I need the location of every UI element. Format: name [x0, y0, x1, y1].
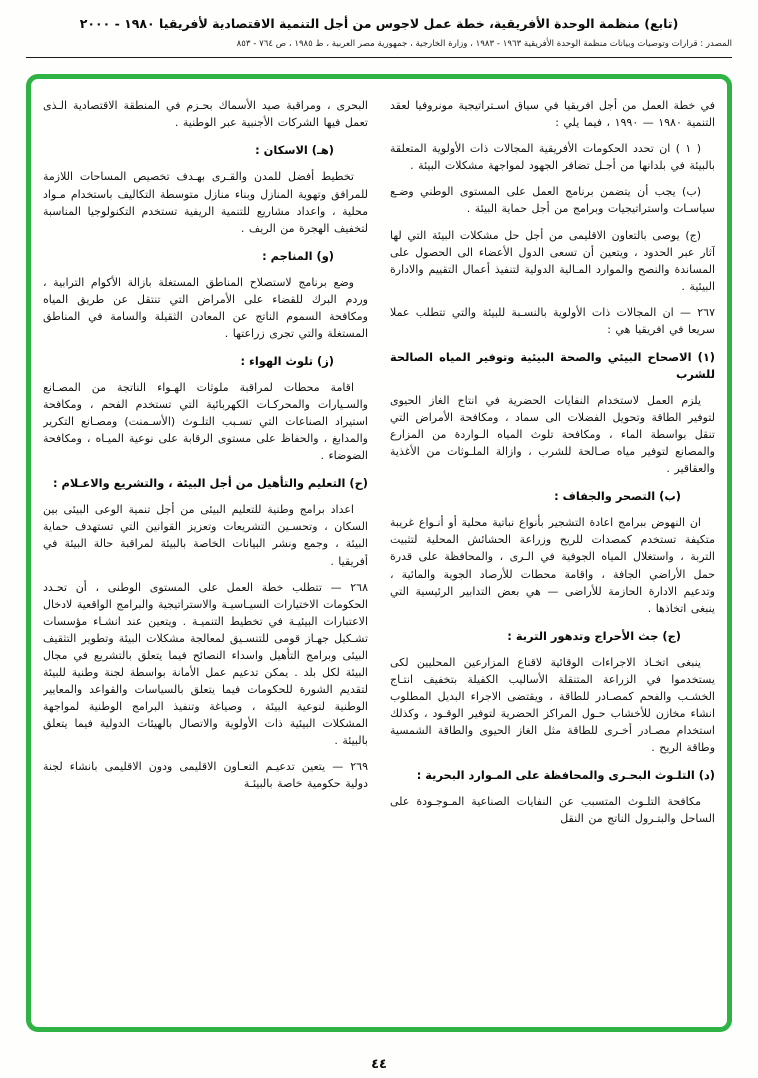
paragraph: ٢٦٨ — تتطلب خطة العمل على المستوى الوطنى ، أن تحـدد الحكومات الاختيارات السيـاسيـة والاستراتيجية والبرامج الواقعية لادخال الاعتبارات البيئيـة في تخطيط التنميـة . ويتعين عند انشـاء مؤسسات تشـكيل جهـاز قومى للتنسـيق لمعالجة مشكلات البيئة وتطوير التثقيف البيئى وبرامج التأهيل واسداء النصائح فيما يتعلق بالتشريع في مجال البيئة لكل بلد . يمكن تدعيم عمل الأمانة بواسطة لجنة وطنية للبيئة لتقديم الشورة للحكومات فيما يتعلق بالسياسات والقواعد والمعايير الوطنية لنوعية البيئة ، وصياغة وتنفيذ البرامج الوطنية لمواجهة المشكلات البيئية ذات الأولوية والاتصال بالهيئات الدولية فيما يتعلق بالبيئة .: [43, 580, 368, 747]
paragraph: يلزم العمل لاستخدام النفايات الحضرية في انتاج الغاز الحيوى لتوفير الطاقة وتحويل الفضلات الى سماد ، ومكافحة الأمراض التي تنقل بواسطة الماء ، ومكافحة تلوث المياه الـواردة من المزارع والمصانع لتوفير مياه صـالحة للشرب ، وازالة الملـوثات من الأغذية والعقاقير .: [390, 394, 715, 476]
document-title: (تابع) منظمة الوحدة الأفريقية، خطة عمل لاجوس من أجل التنمية الاقتصادية لأفريقيا ١٩٨٠ - ٢٠٠٠: [79, 16, 679, 31]
paragraph: ٢٦٩ — يتعين تدعيـم التعـاون الاقليمى ودون الاقليمى بانشاء لجنة دولية حكومية خاصة بالبيئـة: [43, 760, 368, 791]
text-columns: [43, 97, 715, 1017]
page-header: [26, 16, 732, 58]
section-heading: (و) المناجم :: [262, 248, 334, 263]
paragraph: ينبغى اتخـاذ الاجراءات الوقائية لاقناع المزارعين المحليين لكى يستخدموا في الزراعة المتنقلة الأساليب الكفيلة بتخفيف انتـاج الخشـب والفحم كمصـادر للطاقة ، ويقتضى الاجراء البديل المطلوب انشاء مخازن للأخشاب حـول المراكز الحضرية لتوفير الوقـود ، وكذلك استخدام مصـادر أخـرى للطاقة مثل الغاز الحيوى والطاقة الشمسية وطاقة الريح .: [390, 655, 715, 754]
paragraph: اقامة محطات لمراقبة ملوثات الهـواء الناتجة من المصـانع والسـيارات والمحركـات الكهربائية التي تستخدم الفحم ، ومكافحة استيراد الصناعات التي تسـبب التلـوث (الأسـمنت) ومصـانع التكرير والمدابغ ، والحفاظ على مستوى الرقابة على نوعية الميـاه ، ومكافحة الضوضاء .: [43, 381, 368, 463]
paragraph: البحرى ، ومراقبة صيد الأسماك بحـزم في المنطقة الاقتصادية الـذى تعمل فيها الشركات الأجنبية عبر الوطنية .: [43, 99, 368, 130]
section-heading: (ح) التعليم والتأهيل من أجل البيئة ، والتشريع والاعـلام :: [53, 476, 368, 491]
paragraph: في خطة العمل من أجل افريقيا في سياق اسـتراتيجية مونروفيا لعقد التنمية ١٩٨٠ — ١٩٩٠ ، فيما يلي :: [390, 99, 715, 130]
section-heading: (هـ) الاسكان :: [255, 143, 334, 158]
green-content-frame: [26, 74, 732, 1032]
paragraph: مكافحة التلـوث المتسبب عن النفايات الصناعية المـوجـودة على الساحل والبتـرول الناتج من النقل: [390, 795, 715, 826]
document-source-line: المصدر : قرارات وتوصيات وبيانات منظمة الوحدة الأفريقية ١٩٦٣ - ١٩٨٣ ، وزارة الخارجية ، جمهورية مصر العربية ، ط ١٩٨٥ ، ص ٧٦٤ - ٨٥٣: [236, 39, 732, 50]
column-left: [43, 97, 368, 1017]
page-footer: [0, 1053, 758, 1072]
header-divider: [26, 57, 732, 58]
paragraph: اعداد برامج وطنية للتعليم البيئى من أجل تنمية الوعى البيئى بين السكان ، وتحسـين التشريعات وتعزيز القوانين التي تستهدف حماية البيئة ، وجمع ونشر البيانات الخاصة بالبيئة لمراقبة حالة البيئة في أفريقيا .: [43, 503, 368, 568]
paragraph: (ب) يجب أن يتضمن برنامج العمل على المستوى الوطني وضـع سياسـات واستراتيجيات وبرامج من أجل حماية البيئة .: [390, 185, 715, 216]
paragraph: وضع برنامج لاستصلاح المناطق المستغلة بازالة الأكوام الترابية ، وردم البرك للقضاء على الأمراض التي تنتقل عن طريق المياه ومكافحة السموم الناتج عن المعادن الثقيلة والسامة في المناطق المستغلة والتي تجرى زراعتها .: [43, 275, 368, 340]
paragraph: تخطيط أفضل للمدن والقـرى بهـدف تخصيص المساحات اللازمة للمرافق وتهوية المنازل وبناء منازل متوسطة التكاليف باستخدام مـواد محلية ، واعداد مشاريع للتنمية الريفية تستخدم التكنولوجيا المناسبة لتخفيف الهجرة من الريف .: [43, 170, 368, 235]
paragraph: (ج) يوصى بالتعاون الاقليمى من أجل حل مشكلات البيئة التي لها آثار عبر الحدود ، ويتعين أن تسعى الدول الأعضاء الى الحصول على المساندة والنصح والموارد المـالية الدولية لتنفيذ أعمال التقييم والادارة البيئية .: [390, 228, 715, 293]
section-heading: (د) التلـوث البحـرى والمحافظة على المـوارد البحرية :: [416, 768, 715, 783]
page-number: ٤٤: [371, 1057, 387, 1072]
section-heading: (ب) التصحر والجفاف :: [554, 489, 681, 504]
paragraph: ( ١ ) ان تحدد الحكومات الأفريقية المجالات ذات الأولوية المتعلقة بالبيئة في بلدانها من أجـل تضافر الجهود لمواجهة مشكلات البيئة .: [390, 142, 715, 173]
section-heading: (ز) تلوث الهواء :: [240, 353, 334, 368]
section-heading: (١) الاصحاح البيئي والصحة البيئية وتوفير المياه الصالحة للشرب: [390, 349, 715, 381]
column-right: [390, 97, 715, 1017]
paragraph: ان النهوض ببرامج اعادة التشجير بأنواع نباتية محلية أو أنـواع غريبة متكيفة تستخدم كمصدات للريح وزراعة الحشائش المحلية لتثبيت التربة ، واستغلال المياه الجوفية في الـرى ، والمحافظة على قدرة حمل الأراضي الجافة ، واقامة محطات للأرصاد الجوية والمائية ، وتدعيم الادارة الحازمة للأراضى — هي بعض التدابير الرئيسية التي ينبغى اتخاذها .: [390, 516, 715, 615]
section-heading: (ج) جث الأحراج وتدهور التربة :: [507, 628, 681, 643]
paragraph: ٢٦٧ — ان المجالات ذات الأولوية بالنسـبة للبيئة والتي تتطلب عملا سريعا في افريقيا هي :: [390, 305, 715, 336]
